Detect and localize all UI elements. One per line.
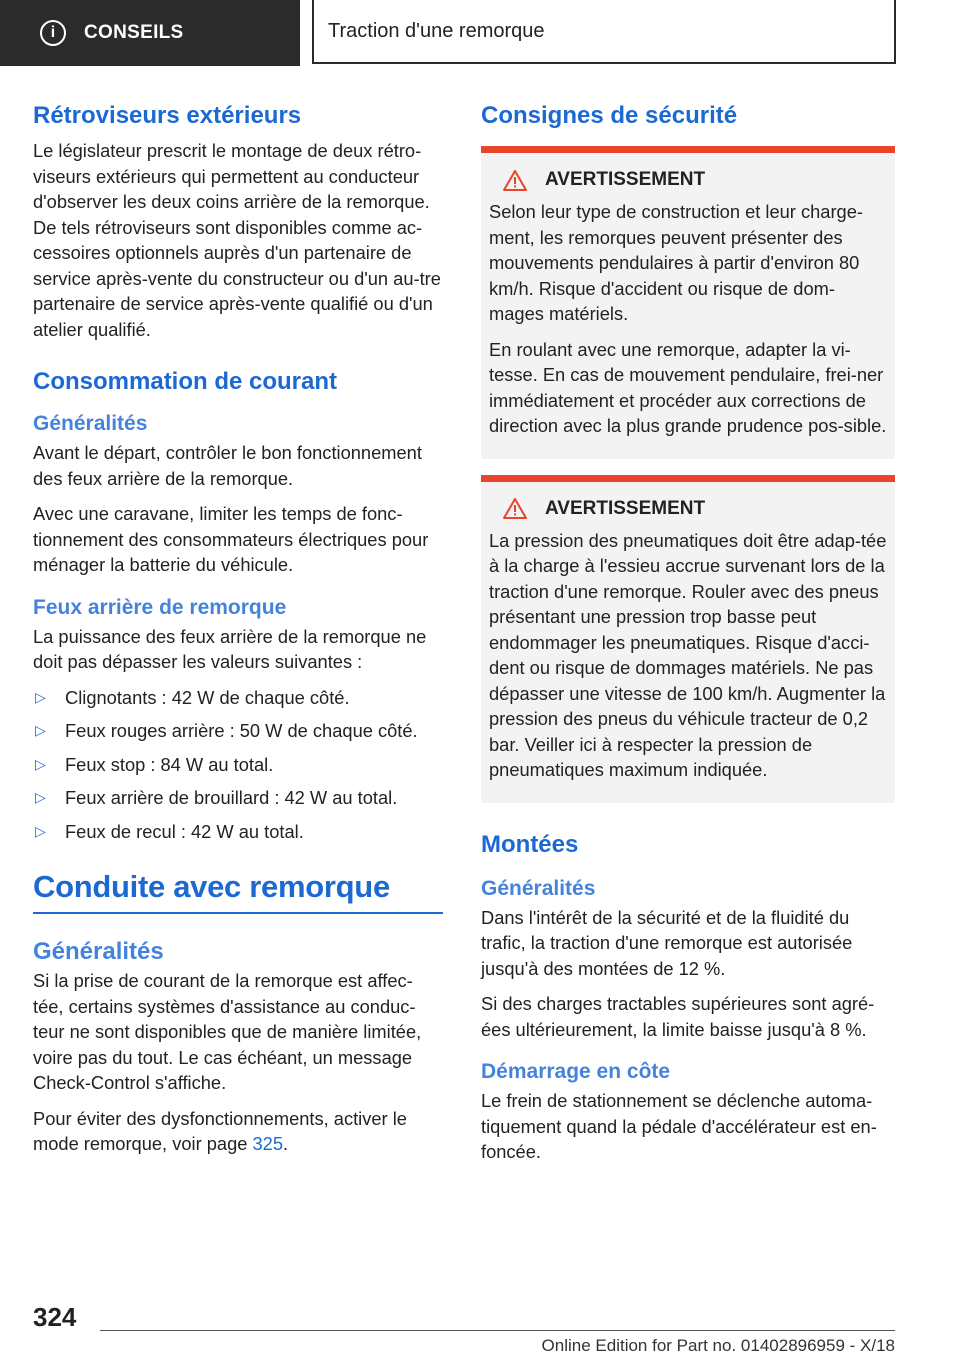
heading-retroviseurs: Rétroviseurs extérieurs (33, 102, 302, 129)
paragraph-demarrage: Le frein de stationnement se déclenche automa-tiquement quand la pédale d'accélérateur est en-foncée. (481, 1090, 877, 1162)
warning-1-paragraph-1: Selon leur type de construction et leur charge-ment, les remorques peuvent présenter des mouvements pendulaires à partir d'environ 80 km/h. Risque d'accident ou risque de dom-mages matériels. (489, 201, 863, 324)
list-item: ▷ Feux de recul : 42 W au total. (33, 819, 443, 845)
triangle-bullet-icon: ▷ (35, 755, 46, 772)
paragraph-generalites-1a: Avant le départ, contrôler le bon fonctionnement des feux arrière de la remorque. (33, 442, 422, 489)
page-number: 324 (33, 1302, 77, 1332)
paragraph-generalites-1b: Avec une caravane, limiter les temps de fonc-tionnement des consommateurs électriques pour ménager la batterie du véhicule. (33, 503, 429, 575)
warning-triangle-icon (503, 498, 527, 519)
triangle-bullet-icon: ▷ (35, 789, 46, 805)
warning-box-1 (481, 146, 895, 459)
paragraph-retroviseurs: Le législateur prescrit le montage de deux rétro-viseurs extérieurs qui permettent au conducteur d'observer les deux coins arrière de la remorque. De tels rétroviseurs sont disponibles comme ac-cessoires optionnels auprès d'un partenaire de service après-vente du constructeur ou d'un au-tre partenaire de service après-vente qualifié ou d'un atelier qualifié. (33, 140, 441, 340)
section-label: CONSEILS (84, 22, 184, 43)
heading-rule (33, 912, 443, 914)
heading-consignes: Consignes de sécurité (481, 102, 738, 129)
right-column (481, 100, 895, 1175)
heading-montees: Montées (481, 830, 579, 858)
list-item: ▷ Clignotants : 42 W de chaque côté. (33, 685, 443, 711)
list-item: ▷ Feux arrière de brouillard : 42 W au total. (33, 785, 443, 811)
triangle-bullet-icon: ▷ (35, 722, 46, 738)
warning-title: AVERTISSEMENT (545, 169, 706, 190)
heading-feux-arriere: Feux arrière de remorque (33, 595, 287, 619)
heading-generalites-3: Généralités (481, 876, 596, 900)
warning-2-paragraph: La pression des pneumatiques doit être adap-tée à la charge à l'essieu accrue survenant lors de la traction d'une remorque. Rouler avec des pneus présentant une pression trop basse peut endommager les pneumatiques. Risque d'acci-dent ou risque de dommages matériels. Ne pas dépasser une vitesse de 100 km/h. Augmenter la pression des pneus du véhicule tracteur de 0,2 bar. Veiller ici à respecter la pression de pneumatiques maximum indiquée. (489, 529, 887, 780)
list-item: ▷ Feux stop : 84 W au total. (33, 752, 443, 778)
left-column (33, 100, 443, 1167)
warning-title: AVERTISSEMENT (545, 497, 706, 519)
paragraph-generalites-2b: Pour éviter des dysfonctionnements, activer le mode remorque, voir page 325. (33, 1107, 407, 1154)
triangle-bullet-icon: ▷ (35, 688, 46, 705)
heading-consommation: Consommation de courant (33, 368, 338, 395)
heading-generalites-1: Généralités (33, 412, 148, 435)
heading-conduite-remorque: Conduite avec remorque (33, 869, 390, 904)
heading-demarrage: Démarrage en côte (481, 1060, 671, 1083)
edition-note: Online Edition for Part no. 01402896959 - X/18 (541, 1336, 895, 1355)
info-icon: i (40, 20, 66, 46)
chapter-title: Traction d'une remorque (312, 0, 896, 64)
list-item: ▷ Feux rouges arrière : 50 W de chaque côté. (33, 718, 443, 744)
warning-box-2 (481, 475, 895, 803)
paragraph-generalites-3a: Dans l'intérêt de la sécurité et de la fluidité du trafic, la traction d'une remorque est autorisée jusqu'à des montées de 12 %. (481, 906, 853, 979)
bullet-list (33, 685, 443, 845)
page-link[interactable]: 325 (252, 1133, 284, 1154)
footer-rule (100, 1330, 895, 1331)
paragraph-generalites-3b: Si des charges tractables supérieures sont agré-ées ultérieurement, la limite baisse jusqu'à 8 %. (481, 993, 875, 1040)
section-tab (0, 0, 300, 66)
triangle-bullet-icon: ▷ (35, 822, 46, 839)
warning-1-paragraph-2: En roulant avec une remorque, adapter la vi-tesse. En cas de mouvement pendulaire, frei-ner immédiatement et procéder aux corrections de direction avec la plus grande prudence pos-sible. (489, 338, 887, 436)
warning-triangle-icon (503, 170, 527, 191)
paragraph-feux-arriere: La puissance des feux arrière de la remorque ne doit pas dépasser les valeurs suivantes : (33, 625, 427, 672)
heading-generalites-2: Généralités (33, 938, 164, 965)
paragraph-generalites-2a: Si la prise de courant de la remorque est affec-tée, certains systèmes d'assistance au conduc-teur ne sont disponibles que de manière limitée, voire pas du tout. Le cas échéant, un message Check-Control s'affiche. (33, 970, 422, 1093)
